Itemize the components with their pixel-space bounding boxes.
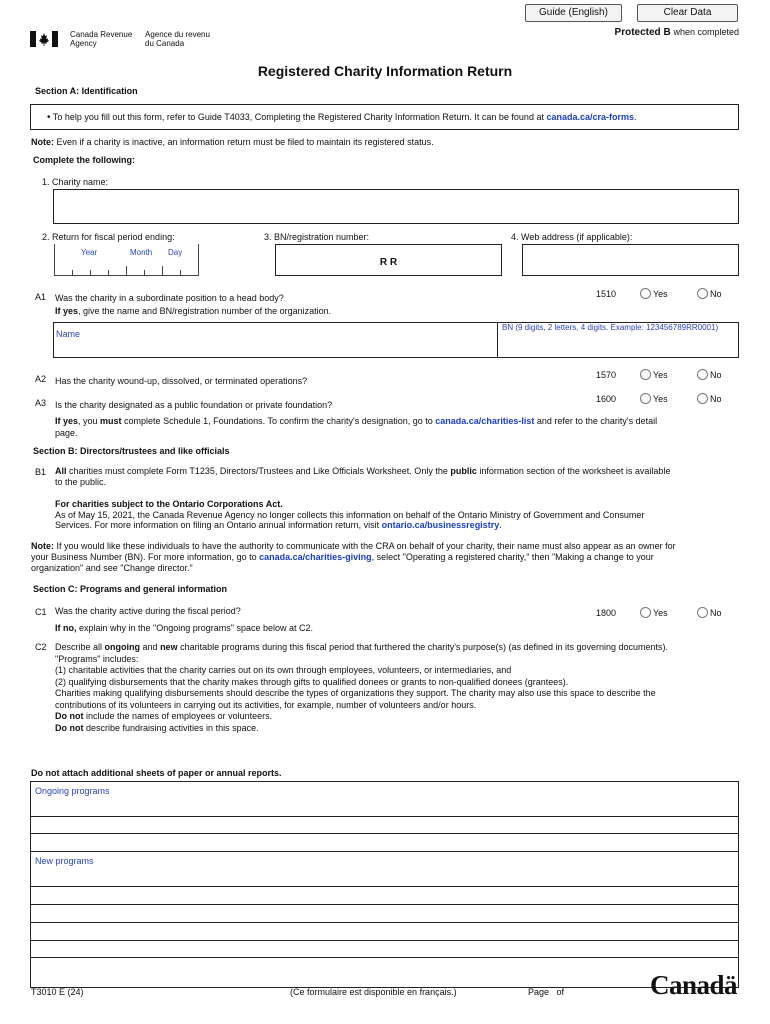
a1-code: A1 bbox=[35, 292, 47, 302]
a3-line-number: 1600 bbox=[596, 394, 617, 404]
section-a-heading: Section A: Identification bbox=[35, 86, 138, 96]
ontario-text-1: As of May 15, 2021, the Canada Revenue Agency no longer collects this information on behalf of the Ontario Ministry of Government and Consumer bbox=[55, 510, 645, 520]
a2-no-radio[interactable]: No bbox=[697, 369, 722, 380]
protected-status: Protected B when completed bbox=[614, 27, 739, 38]
charities-giving-link[interactable]: canada.ca/charities-giving bbox=[259, 552, 372, 562]
bullet-icon: • bbox=[47, 112, 51, 123]
charity-name-label: 1. Charity name: bbox=[42, 177, 109, 187]
a3-question: Is the charity designated as a public foundation or private foundation? bbox=[55, 400, 333, 410]
web-address-input[interactable] bbox=[522, 244, 739, 276]
new-programs-line-2[interactable] bbox=[31, 886, 738, 904]
a1-line-number: 1510 bbox=[596, 289, 617, 299]
new-programs-label: New programs bbox=[35, 856, 94, 866]
clear-data-button[interactable]: Clear Data bbox=[637, 4, 738, 22]
page-number: Page of bbox=[528, 987, 565, 997]
ontario-registry-link[interactable]: ontario.ca/businessregistry bbox=[381, 520, 500, 530]
a1-no-radio[interactable]: No bbox=[697, 288, 722, 299]
a2-yes-radio[interactable]: Yes bbox=[640, 369, 668, 380]
bn-label: 3. BN/registration number: bbox=[264, 232, 370, 242]
section-b-heading: Section B: Directors/trustees and like officials bbox=[33, 446, 230, 456]
ongoing-programs-line-1[interactable] bbox=[31, 782, 738, 816]
no-attach-note: Do not attach additional sheets of paper or annual reports. bbox=[31, 768, 282, 778]
rr-label: R R bbox=[379, 257, 398, 268]
c1-no-radio[interactable]: No bbox=[697, 607, 722, 618]
charity-name-input[interactable] bbox=[53, 189, 739, 224]
a3-if-yes: If yes, you must complete Schedule 1, Foundations. To confirm the charity's designation, go to canada.ca/charities-list and refer to the charity's detail bbox=[55, 416, 658, 426]
a1-question: Was the charity in a subordinate position to a head body? bbox=[55, 293, 284, 303]
b1-text: All charities must complete Form T1235, Directors/Trustees and Like Officials Worksheet. Only the public information section of the worksheet is available bbox=[55, 466, 671, 476]
b1-text-cont: to the public. bbox=[55, 477, 107, 487]
a3-yes-radio[interactable]: Yes bbox=[640, 393, 668, 404]
ongoing-programs-line-2[interactable] bbox=[31, 816, 738, 833]
note-inactive: Note: Even if a charity is inactive, an information return must be filed to maintain its registered status. bbox=[31, 137, 434, 147]
new-programs-line-5[interactable] bbox=[31, 940, 738, 957]
a1-name-input[interactable]: Name bbox=[56, 329, 81, 339]
guide-english-button[interactable]: Guide (English) bbox=[525, 4, 622, 22]
complete-following: Complete the following: bbox=[33, 155, 135, 165]
programs-area bbox=[30, 781, 739, 988]
fiscal-date-input[interactable]: Year Month Day bbox=[54, 244, 199, 276]
new-programs-line-3[interactable] bbox=[31, 904, 738, 922]
ontario-heading: For charities subject to the Ontario Corporations Act. bbox=[55, 499, 283, 509]
section-c-heading: Section C: Programs and general information bbox=[33, 584, 228, 594]
ongoing-programs-label: Ongoing programs bbox=[35, 786, 110, 796]
a2-question: Has the charity wound-up, dissolved, or terminated operations? bbox=[55, 376, 308, 386]
c1-line-number: 1800 bbox=[596, 608, 617, 618]
bn-input[interactable] bbox=[275, 244, 502, 276]
agency-name-fr: Agence du revenu du Canada bbox=[145, 30, 210, 48]
fiscal-period-label: 2. Return for fiscal period ending: bbox=[42, 232, 175, 242]
note-directors-3: organization" and see "Change director." bbox=[31, 563, 193, 573]
new-programs-line-1[interactable] bbox=[31, 851, 738, 886]
b1-code: B1 bbox=[35, 467, 47, 477]
form-code: T3010 E (24) bbox=[31, 987, 84, 997]
french-availability: (Ce formulaire est disponible en français.) bbox=[290, 987, 457, 997]
a1-bn-input[interactable]: BN (9 digits, 2 letters, 4 digits. Example: 123456789RR0001) bbox=[497, 322, 739, 358]
canada-wordmark: Canadä bbox=[650, 970, 738, 1000]
a2-code: A2 bbox=[35, 374, 47, 384]
c1-code: C1 bbox=[35, 607, 47, 617]
info-text: • To help you fill out this form, refer to Guide T4033, Completing the Registered Charity Information Return. It can be found at canada.ca/cra-forms. bbox=[47, 112, 637, 123]
a3-if-yes-cont: page. bbox=[55, 428, 78, 438]
ontario-text-2: Services. For more information on filing an Ontario annual information return, visit ontario.ca/businessregistry. bbox=[55, 520, 502, 530]
note-directors-2: your Business Number (BN). For more information, go to canada.ca/charities-giving, select "Operating a registered charity," then "Making a change to your bbox=[31, 552, 654, 562]
new-programs-line-4[interactable] bbox=[31, 922, 738, 940]
ongoing-programs-line-3[interactable] bbox=[31, 833, 738, 851]
c1-yes-radio[interactable]: Yes bbox=[640, 607, 668, 618]
c2-description: Describe all ongoing and new charitable programs during this fiscal period that furthered the charity's purpose(s) (as defined in its governing documents). "Programs" includes: (1) charitable activities that the charity carries out on its own through employees, volunteers, or intermediaries, and (2) qualifying disbursements that the charity makes through gifts to qualified donees or grants to non-qualified donees (grantees). Charities making qualifying disbursements should describe the types of organizations they support. The charity may also use this space to describe the contributions of its volunteers in carrying out its activities, for example, number of volunteers and/or hours. Do not include the names of employees or volunteers. Do not describe fundraising activities in this space. bbox=[55, 642, 669, 733]
a2-line-number: 1570 bbox=[596, 370, 617, 380]
a3-no-radio[interactable]: No bbox=[697, 393, 722, 404]
c1-question: Was the charity active during the fiscal period? bbox=[55, 606, 241, 616]
canada-flag-icon bbox=[30, 31, 58, 47]
a3-code: A3 bbox=[35, 398, 47, 408]
note-directors-1: Note: If you would like these individuals to have the authority to communicate with the CRA on behalf of your charity, their name must also appear as an owner for bbox=[31, 541, 676, 551]
new-programs-line-6[interactable] bbox=[31, 957, 738, 987]
page-title: Registered Charity Information Return bbox=[257, 63, 513, 79]
a1-if-yes: If yes, give the name and BN/registration number of the organization. bbox=[55, 306, 332, 316]
c2-code: C2 bbox=[35, 642, 47, 652]
c1-if-no: If no, explain why in the "Ongoing programs" space below at C2. bbox=[55, 623, 314, 633]
charities-list-link[interactable]: canada.ca/charities-list bbox=[435, 416, 535, 426]
cra-forms-link[interactable]: canada.ca/cra-forms bbox=[546, 112, 634, 122]
web-address-label: 4. Web address (if applicable): bbox=[511, 232, 633, 242]
a1-yes-radio[interactable]: Yes bbox=[640, 288, 668, 299]
agency-name-en: Canada Revenue Agency bbox=[70, 30, 133, 48]
